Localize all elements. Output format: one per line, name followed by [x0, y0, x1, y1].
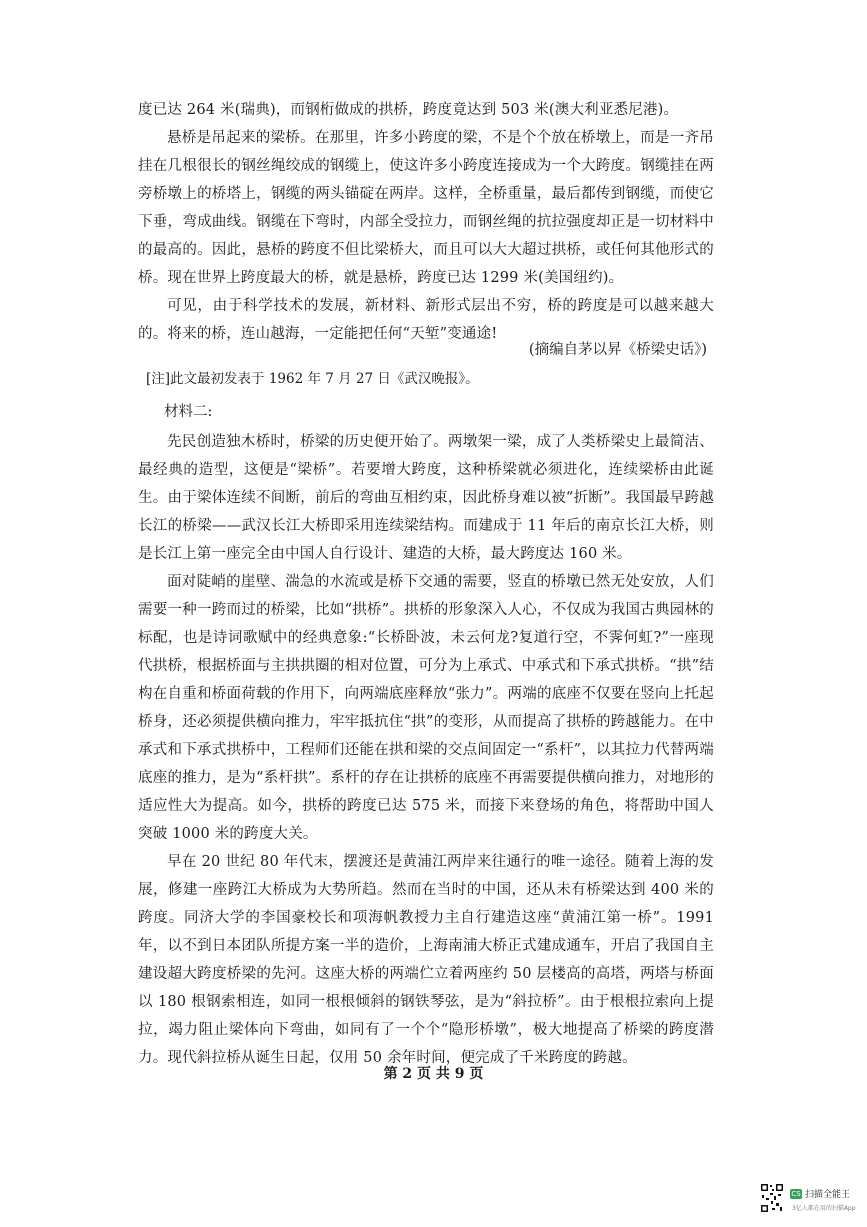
qr-code-icon: [760, 1183, 784, 1213]
paragraph-cable-stayed-bridge: 早在 20 世纪 80 年代末，摆渡还是黄浦江两岸来往通行的唯一途径。随着上海的发展，修建一座跨江大桥成为大势所趋。然而在当时的中国，还从未有桥梁达到 400 米的跨度。同济大学的李国豪校长和项海帆教授力主自行建造这座“黄浦江第一桥”。1991 年，以不到日本团队所提方案一半的造价，上海南浦大桥正式建成通车，开启了我国自主建设超大跨度桥梁的先河。这座大桥的两端伫立着两座约 50 层楼高的高塔，两塔与桥面以 180 根钢索相连，如同一根根倾斜的钢铁琴弦，是为“斜拉桥”。由于根根拉索向上提拉，竭力阻止梁体向下弯曲，如同有了一个个“隐形桥墩”，极大地提高了桥梁的跨度潜力。现代斜拉桥从诞生日起，仅用 50 余年时间，便完成了千米跨度的跨越。: [138, 854, 714, 1066]
paragraph-conclusion: 可见，由于科学技术的发展，新材料、新形式层出不穷，桥的跨度是可以越来越大的。将来的桥，连山越海，一定能把任何“天堑”变通途!: [138, 298, 714, 342]
paragraph-arch-span: 度已达 264 米(瑞典)，而钢桁做成的拱桥，跨度竟达到 503 米(澳大利亚悉尼港)。: [138, 102, 679, 118]
material-one-section: [138, 96, 714, 348]
scanner-watermark: [760, 1183, 855, 1219]
footnote: [注]此文最初发表于 1962 年 7 月 27 日《武汉晚报》。: [146, 371, 479, 387]
scanner-tagline: 3亿人都在用的扫描App: [792, 1205, 856, 1212]
paragraph-arch-bridge: 面对陡峭的崖壁、湍急的水流或是桥下交通的需要，竖直的桥墩已然无处安放，人们需要一种一跨而过的桥梁，比如“拱桥”。拱桥的形象深入人心，不仅成为我国古典园林的标配，也是诗词歌赋中的经典意象:“长桥卧波，未云何龙?复道行空，不霁何虹?”一座现代拱桥，根据桥面与主拱拱圈的相对位置，可分为上承式、中承式和下承式拱桥。“拱”结构在自重和桥面荷载的作用下，向两端底座释放“张力”。两端的底座不仅要在竖向上托起桥身，还必须提供横向推力，牢牢抵抗住“拱”的变形，从而提高了拱桥的跨越能力。在中承式和下承式拱桥中，工程师们还能在拱和梁的交点间固定一“系杆”，以其拉力代替两端底座的推力，是为“系杆拱”。系杆的存在让拱桥的底座不再需要提供横向推力，对地形的适应性大为提高。如今，拱桥的跨度已达 575 米，而接下来登场的角色，将帮助中国人突破 1000 米的跨度大关。: [138, 574, 714, 842]
source-attribution: (摘编自茅以昇《桥梁史话》): [528, 342, 707, 358]
paragraph-beam-bridge: 先民创造独木桥时，桥梁的历史便开始了。两墩架一梁，成了人类桥梁史上最简洁、最经典的造型，这便是“梁桥”。若要增大跨度，这种桥梁就必须进化，连续梁桥由此诞生。由于梁体连续不间断，前后的弯曲互相约束，因此桥身难以被“折断”。我国最早跨越长江的桥梁——武汉长江大桥即采用连续梁结构。而建成于 11 年后的南京长江大桥，则是长江上第一座完全由中国人自行设计、建造的大桥，最大跨度达 160 米。: [138, 434, 714, 562]
page-number: 第 2 页 共 9 页: [383, 1066, 484, 1082]
paragraph-suspension-bridge: 悬桥是吊起来的梁桥。在那里，许多小跨度的梁，不是个个放在桥墩上，而是一齐吊挂在几根很长的钢丝绳绞成的钢缆上，使这许多小跨度连接成为一个大跨度。钢缆挂在两旁桥墩上的桥塔上，钢缆的两头锚碇在两岸。这样，全桥重量，最后都传到钢缆，而使它下垂，弯成曲线。钢缆在下弯时，内部全受拉力，而钢丝绳的抗拉强度却正是一切材料中的最高的。因此，悬桥的跨度不但比梁桥大，而且可以大大超过拱桥，或任何其他形式的桥。现在世界上跨度最大的桥，就是悬桥，跨度已达 1299 米(美国纽约)。: [138, 130, 714, 286]
camscanner-logo: CS: [791, 1190, 801, 1198]
scanner-app-name: 扫描全能王: [805, 1190, 851, 1200]
material-two-section: [138, 428, 714, 1072]
material-two-heading: 材料二:: [164, 404, 213, 420]
